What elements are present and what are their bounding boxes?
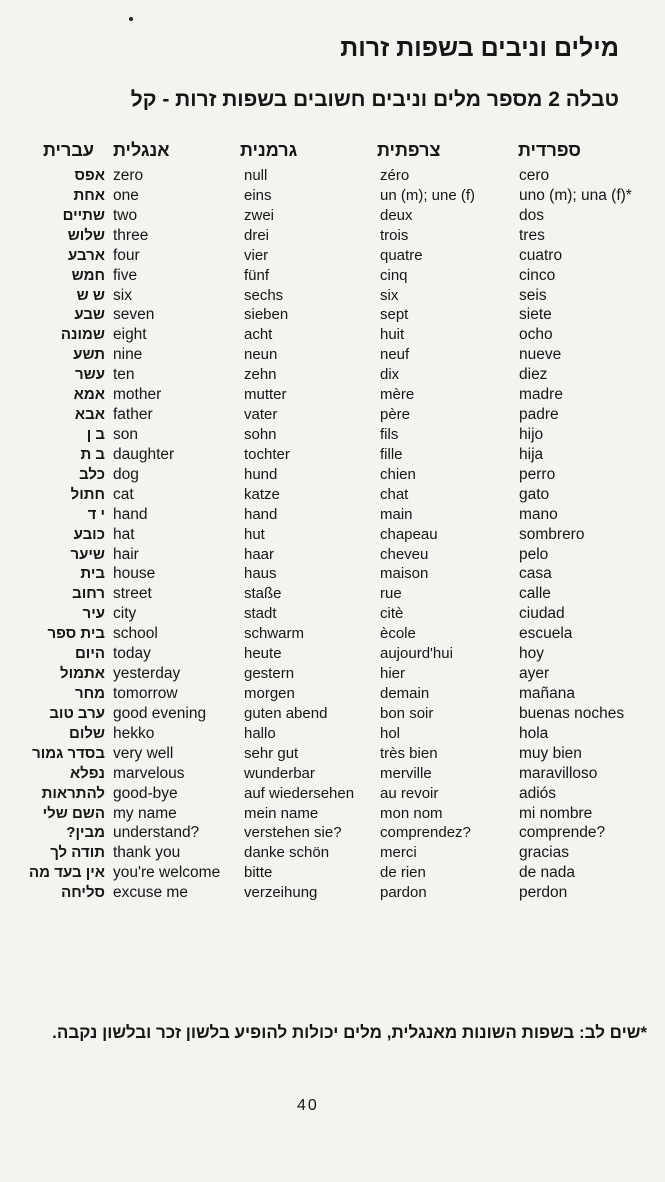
cell-german: staße bbox=[244, 585, 282, 603]
cell-english: city bbox=[113, 605, 137, 623]
cell-french: un (m); une (f) bbox=[380, 186, 476, 204]
cell-french: sept bbox=[380, 306, 409, 324]
cell-french: rue bbox=[380, 585, 402, 603]
cell-spanish: cuatro bbox=[519, 246, 563, 264]
cell-hebrew: מחר bbox=[74, 684, 105, 702]
cell-spanish: hoy bbox=[519, 645, 544, 663]
cell-french: main bbox=[380, 505, 413, 523]
cell-spanish: cero bbox=[519, 167, 550, 184]
table-row bbox=[0, 843, 665, 863]
cell-english: my name bbox=[113, 804, 177, 822]
cell-french: de rien bbox=[380, 864, 426, 882]
cell-hebrew: שלום bbox=[69, 724, 105, 742]
page-title: מילים וניבים בשפות זרות bbox=[340, 34, 619, 62]
cell-spanish: calle bbox=[519, 585, 551, 603]
cell-french: huit bbox=[380, 326, 405, 344]
cell-german: acht bbox=[244, 326, 273, 344]
cell-french: aujourd'hui bbox=[380, 645, 453, 663]
cell-french: six bbox=[380, 286, 399, 304]
cell-spanish: siete bbox=[519, 306, 552, 324]
cell-spanish: mi nombre bbox=[519, 804, 593, 822]
table-title: טבלה 2 מספר מלים וניבים חשובים בשפות זרות - קל bbox=[130, 88, 619, 111]
cell-spanish: seis bbox=[519, 286, 547, 304]
cell-hebrew: עשר bbox=[75, 366, 105, 384]
table-row bbox=[0, 604, 665, 624]
cell-hebrew: ב ת bbox=[80, 445, 105, 463]
cell-german: hund bbox=[244, 465, 278, 483]
cell-french: bon soir bbox=[380, 704, 434, 722]
cell-hebrew: מבין? bbox=[66, 824, 105, 842]
cell-german: schwarm bbox=[244, 625, 305, 643]
cell-hebrew: רחוב bbox=[72, 585, 105, 603]
cell-hebrew: בית ספר bbox=[47, 625, 105, 643]
cell-english: four bbox=[113, 246, 140, 264]
cell-german: zehn bbox=[244, 366, 277, 384]
cell-german: stadt bbox=[244, 605, 277, 623]
cell-spanish: escuela bbox=[519, 625, 573, 643]
cell-hebrew: נפלא bbox=[69, 764, 105, 782]
cell-german: mein name bbox=[244, 804, 319, 822]
cell-german: guten abend bbox=[244, 704, 328, 722]
cell-german: heute bbox=[244, 645, 282, 663]
cell-german: hand bbox=[244, 505, 278, 523]
table-row bbox=[0, 823, 665, 843]
cell-hebrew: אין בעד מה bbox=[29, 864, 105, 882]
cell-french: merci bbox=[380, 844, 417, 862]
table-row bbox=[0, 525, 665, 545]
cell-french: comprendez? bbox=[380, 824, 471, 842]
cell-spanish: madre bbox=[519, 386, 563, 404]
table-row bbox=[0, 465, 665, 485]
cell-hebrew: י ד bbox=[87, 505, 105, 523]
cell-german: verzeihung bbox=[244, 884, 318, 902]
cell-english: zero bbox=[113, 167, 144, 184]
cell-hebrew: סליחה bbox=[61, 884, 105, 902]
table-row bbox=[0, 624, 665, 644]
table-row bbox=[0, 584, 665, 604]
cell-english: thank you bbox=[113, 844, 181, 862]
cell-hebrew: ש ש bbox=[76, 286, 105, 304]
cell-hebrew: אפס bbox=[74, 167, 105, 184]
cell-german: tochter bbox=[244, 445, 290, 463]
table-row bbox=[0, 246, 665, 266]
cell-spanish: muy bien bbox=[519, 744, 582, 762]
cell-german: null bbox=[244, 167, 268, 184]
cell-german: sechs bbox=[244, 286, 284, 304]
cell-hebrew: השם שלי bbox=[42, 804, 105, 822]
cell-spanish: padre bbox=[519, 406, 559, 424]
table-row bbox=[0, 206, 665, 226]
table-row bbox=[0, 684, 665, 704]
cell-english: yesterday bbox=[113, 665, 181, 683]
table-row bbox=[0, 485, 665, 505]
cell-french: cinq bbox=[380, 266, 408, 284]
header-spanish: ספרדית bbox=[518, 140, 581, 160]
cell-hebrew: כלב bbox=[79, 465, 105, 483]
cell-french: chien bbox=[380, 465, 416, 483]
ink-dot bbox=[129, 17, 133, 21]
table-row bbox=[0, 644, 665, 664]
table-row bbox=[0, 724, 665, 744]
cell-german: neun bbox=[244, 346, 278, 364]
cell-spanish: casa bbox=[519, 565, 552, 583]
cell-english: cat bbox=[113, 485, 134, 503]
cell-french: trois bbox=[380, 226, 409, 244]
table-row bbox=[0, 425, 665, 445]
cell-spanish: uno (m); una (f)* bbox=[519, 186, 632, 204]
table-row bbox=[0, 764, 665, 784]
cell-spanish: perdon bbox=[519, 884, 568, 902]
cell-hebrew: עיר bbox=[82, 605, 105, 623]
cell-french: quatre bbox=[380, 246, 423, 264]
cell-english: dog bbox=[113, 465, 139, 483]
header-english: אנגלית bbox=[113, 140, 170, 160]
cell-english: two bbox=[113, 206, 138, 224]
cell-english: son bbox=[113, 425, 138, 443]
cell-english: mother bbox=[113, 386, 162, 404]
cell-spanish: dos bbox=[519, 206, 544, 224]
cell-german: fünf bbox=[244, 266, 270, 284]
cell-spanish: hola bbox=[519, 724, 549, 742]
table-row bbox=[0, 345, 665, 365]
vocabulary-table bbox=[0, 166, 665, 903]
cell-german: vier bbox=[244, 246, 269, 264]
cell-hebrew: שיער bbox=[70, 545, 105, 563]
cell-spanish: gracias bbox=[519, 844, 569, 862]
cell-english: seven bbox=[113, 306, 155, 324]
table-row bbox=[0, 445, 665, 465]
cell-english: six bbox=[113, 286, 132, 304]
cell-french: zéro bbox=[380, 167, 410, 184]
cell-french: cheveu bbox=[380, 545, 429, 563]
cell-spanish: mano bbox=[519, 505, 558, 523]
table-row bbox=[0, 784, 665, 804]
cell-hebrew: שלוש bbox=[67, 226, 105, 244]
cell-french: neuf bbox=[380, 346, 410, 364]
header-hebrew: עברית bbox=[42, 140, 94, 160]
cell-hebrew: חמש bbox=[71, 266, 105, 284]
table-row bbox=[0, 405, 665, 425]
cell-english: father bbox=[113, 406, 153, 424]
cell-english: house bbox=[113, 565, 156, 583]
table-row bbox=[0, 545, 665, 565]
cell-hebrew: שמונה bbox=[60, 326, 105, 344]
cell-german: bitte bbox=[244, 864, 273, 882]
cell-spanish: perro bbox=[519, 465, 556, 483]
cell-german: drei bbox=[244, 226, 270, 244]
cell-spanish: cinco bbox=[519, 266, 556, 284]
cell-french: mère bbox=[380, 386, 415, 404]
cell-hebrew: תודה לך bbox=[50, 844, 105, 862]
table-row bbox=[0, 266, 665, 286]
cell-spanish: ocho bbox=[519, 326, 553, 344]
cell-german: hallo bbox=[244, 724, 276, 742]
cell-spanish: adiós bbox=[519, 784, 557, 802]
cell-english: street bbox=[113, 585, 152, 603]
cell-spanish: buenas noches bbox=[519, 704, 625, 722]
cell-spanish: ayer bbox=[519, 665, 550, 683]
header-german: גרמנית bbox=[240, 140, 298, 160]
cell-hebrew: היום bbox=[75, 645, 105, 663]
cell-german: gestern bbox=[244, 665, 295, 683]
cell-french: très bien bbox=[380, 744, 438, 762]
cell-german: sohn bbox=[244, 425, 277, 443]
cell-french: au revoir bbox=[380, 784, 439, 802]
header-french: צרפתית bbox=[377, 140, 441, 160]
cell-spanish: hijo bbox=[519, 425, 544, 443]
cell-french: chapeau bbox=[380, 525, 438, 543]
footnote: *שים לב: בשפות השונות מאנגלית, מלים יכולות להופיע בלשון זכר ובלשון נקבה. bbox=[52, 1023, 647, 1042]
cell-hebrew: אבא bbox=[74, 406, 105, 424]
cell-english: school bbox=[113, 625, 158, 643]
cell-spanish: maravilloso bbox=[519, 764, 598, 782]
cell-english: one bbox=[113, 186, 139, 204]
cell-french: mon nom bbox=[380, 804, 443, 822]
cell-english: ten bbox=[113, 366, 135, 384]
cell-german: haar bbox=[244, 545, 275, 563]
cell-german: hut bbox=[244, 525, 265, 543]
cell-hebrew: ארבע bbox=[67, 246, 105, 264]
table-row bbox=[0, 744, 665, 764]
cell-french: hier bbox=[380, 665, 406, 683]
table-row bbox=[0, 704, 665, 724]
cell-hebrew: שבע bbox=[74, 306, 105, 324]
cell-english: hand bbox=[113, 505, 148, 523]
cell-hebrew: ב ן bbox=[86, 425, 105, 443]
cell-german: morgen bbox=[244, 684, 295, 702]
cell-german: vater bbox=[244, 406, 278, 424]
cell-german: zwei bbox=[244, 206, 275, 224]
cell-hebrew: חתול bbox=[70, 485, 105, 503]
cell-french: ècole bbox=[380, 625, 416, 643]
cell-english: three bbox=[113, 226, 149, 244]
page-number: 40 bbox=[297, 1097, 319, 1114]
cell-spanish: gato bbox=[519, 485, 550, 503]
cell-french: maison bbox=[380, 565, 429, 583]
table-row bbox=[0, 804, 665, 824]
cell-german: danke schön bbox=[244, 844, 330, 862]
table-row bbox=[0, 305, 665, 325]
cell-english: hat bbox=[113, 525, 135, 543]
cell-german: auf wiedersehen bbox=[244, 784, 355, 802]
table-row bbox=[0, 664, 665, 684]
table-row bbox=[0, 365, 665, 385]
cell-german: eins bbox=[244, 186, 272, 204]
table-row bbox=[0, 286, 665, 306]
cell-spanish: pelo bbox=[519, 545, 549, 563]
table-row bbox=[0, 883, 665, 903]
table-row bbox=[0, 226, 665, 246]
cell-spanish: hija bbox=[519, 445, 544, 463]
cell-english: five bbox=[113, 266, 138, 284]
table-row bbox=[0, 505, 665, 525]
table-row bbox=[0, 325, 665, 345]
cell-hebrew: להתראות bbox=[41, 784, 105, 802]
cell-french: merville bbox=[380, 764, 432, 782]
table-row bbox=[0, 186, 665, 206]
cell-german: sieben bbox=[244, 306, 289, 324]
cell-hebrew: כובע bbox=[73, 525, 105, 543]
cell-french: chat bbox=[380, 485, 409, 503]
cell-hebrew: אתמול bbox=[60, 665, 105, 683]
cell-spanish: mañana bbox=[519, 684, 576, 702]
cell-hebrew: בסדר גמור bbox=[32, 744, 105, 762]
cell-german: wunderbar bbox=[244, 764, 315, 782]
cell-hebrew: שתיים bbox=[62, 206, 105, 224]
cell-english: you're welcome bbox=[113, 864, 221, 882]
cell-english: understand? bbox=[113, 824, 200, 842]
cell-hebrew: אמא bbox=[73, 386, 105, 404]
cell-hebrew: אחת bbox=[73, 186, 105, 204]
table-row bbox=[0, 385, 665, 405]
cell-english: hekko bbox=[113, 724, 155, 742]
cell-german: katze bbox=[244, 485, 280, 503]
cell-french: fils bbox=[380, 425, 399, 443]
cell-german: sehr gut bbox=[244, 744, 299, 762]
cell-french: dix bbox=[380, 366, 400, 384]
cell-french: fille bbox=[380, 445, 403, 463]
cell-german: verstehen sie? bbox=[244, 824, 342, 842]
cell-french: pardon bbox=[380, 884, 427, 902]
cell-spanish: ciudad bbox=[519, 605, 565, 623]
cell-french: père bbox=[380, 406, 411, 424]
cell-french: deux bbox=[380, 206, 413, 224]
table-row bbox=[0, 166, 665, 186]
table-row bbox=[0, 564, 665, 584]
cell-english: very well bbox=[113, 744, 174, 762]
cell-english: excuse me bbox=[113, 884, 188, 902]
cell-hebrew: ערב טוב bbox=[49, 704, 105, 722]
cell-hebrew: בית bbox=[80, 565, 105, 583]
cell-english: tomorrow bbox=[113, 684, 178, 702]
cell-spanish: nueve bbox=[519, 346, 562, 364]
cell-english: today bbox=[113, 645, 151, 663]
cell-spanish: comprende? bbox=[519, 824, 606, 842]
cell-english: good-bye bbox=[113, 784, 178, 802]
cell-english: daughter bbox=[113, 445, 175, 463]
cell-french: demain bbox=[380, 684, 430, 702]
cell-spanish: sombrero bbox=[519, 525, 585, 543]
cell-english: eight bbox=[113, 326, 147, 344]
cell-spanish: diez bbox=[519, 366, 548, 384]
cell-hebrew: תשע bbox=[73, 346, 105, 364]
cell-spanish: tres bbox=[519, 226, 545, 244]
cell-spanish: de nada bbox=[519, 864, 576, 882]
cell-french: hol bbox=[380, 724, 401, 742]
cell-english: nine bbox=[113, 346, 143, 364]
cell-french: citè bbox=[380, 605, 404, 623]
cell-german: mutter bbox=[244, 386, 287, 404]
cell-german: haus bbox=[244, 565, 277, 583]
cell-english: hair bbox=[113, 545, 139, 563]
cell-english: good evening bbox=[113, 704, 207, 722]
table-row bbox=[0, 863, 665, 883]
cell-english: marvelous bbox=[113, 764, 185, 782]
